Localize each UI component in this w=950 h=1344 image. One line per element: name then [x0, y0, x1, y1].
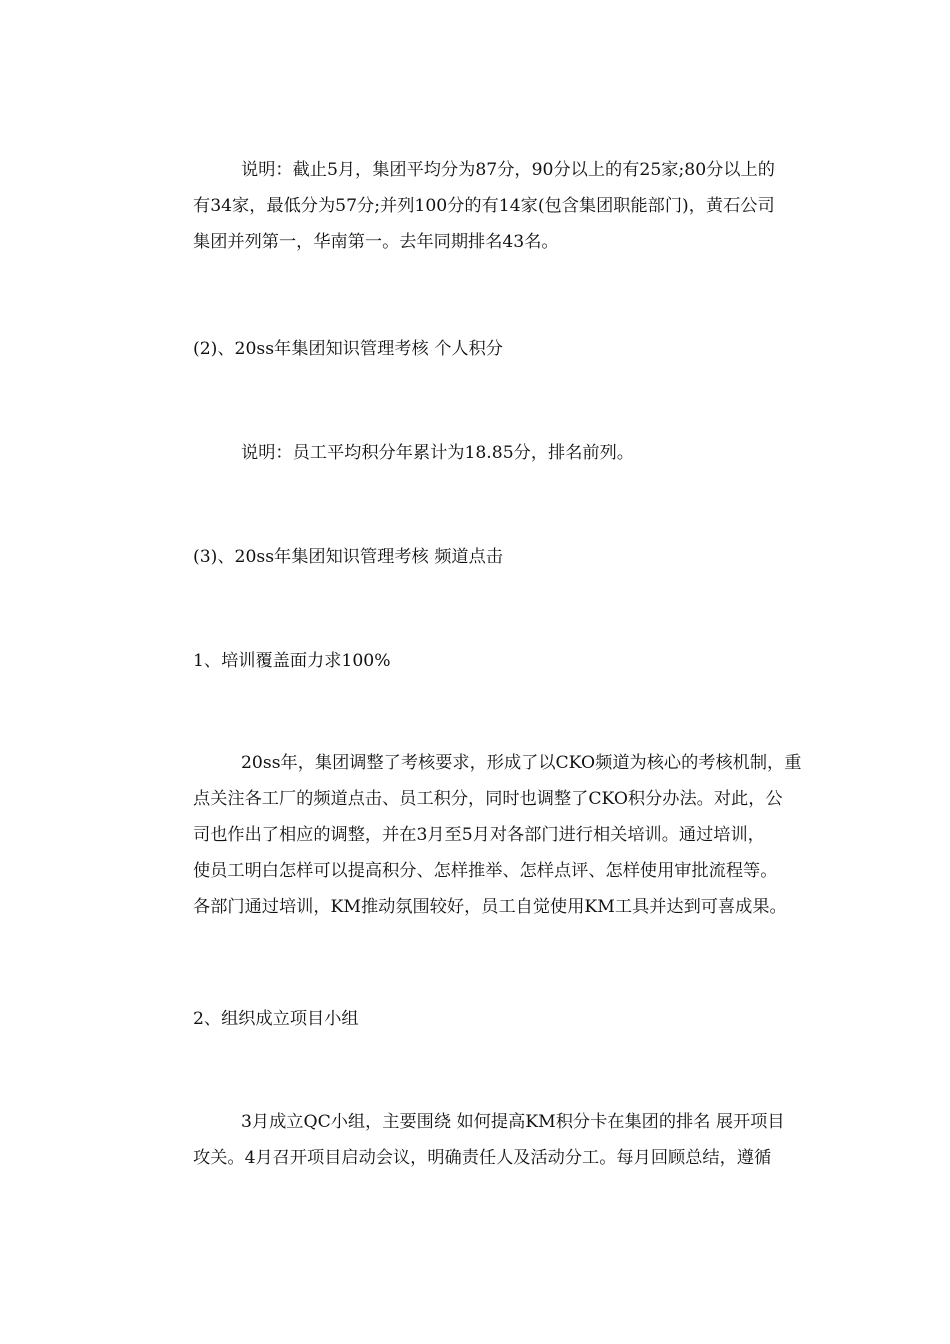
text-line: 使员工明白怎样可以提高积分、怎样推举、怎样点评、怎样使用审批流程等。: [193, 861, 778, 881]
paragraph-points-explanation: [145, 435, 807, 471]
text-line: 20ss年，集团调整了考核要求，形成了以CKO频道为核心的考核机制，重: [241, 753, 802, 773]
text-line: 有34家，最低分为57分;并列100分的有14家(包含集团职能部门)，黄石公司: [193, 196, 775, 216]
heading-project-team: 2、组织成立项目小组: [193, 1009, 359, 1029]
paragraph-rank-explanation: [145, 152, 807, 260]
heading-channel-clicks: (3)、20ss年集团知识管理考核 频道点击: [193, 547, 503, 567]
text-line: 司也作出了相应的调整，并在3月至5月对各部门进行相关培训。通过培训，: [193, 825, 765, 845]
heading-personal-points: (2)、20ss年集团知识管理考核 个人积分: [193, 339, 503, 359]
heading-training-coverage: 1、培训覆盖面力求100%: [193, 651, 391, 671]
text-line: 集团并列第一，华南第一。去年同期排名43名。: [193, 232, 559, 252]
text-line: 各部门通过培训，KM推动氛围较好，员工自觉使用KM工具并达到可喜成果。: [193, 897, 787, 917]
text-line: 3月成立QC小组，主要围绕 如何提高KM积分卡在集团的排名 展开项目: [241, 1112, 785, 1132]
paragraph-training: [145, 745, 807, 925]
text-line: 点关注各工厂的频道点击、员工积分，同时也调整了CKO积分办法。对此，公: [193, 789, 783, 809]
paragraph-qc-team: [145, 1104, 807, 1176]
text-line: 说明：员工平均积分年累计为18.85分，排名前列。: [241, 443, 634, 463]
text-line: 说明：截止5月，集团平均分为87分，90分以上的有25家;80分以上的: [241, 160, 775, 180]
text-line: 攻关。4月召开项目启动会议，明确责任人及活动分工。每月回顾总结，遵循: [193, 1148, 772, 1168]
